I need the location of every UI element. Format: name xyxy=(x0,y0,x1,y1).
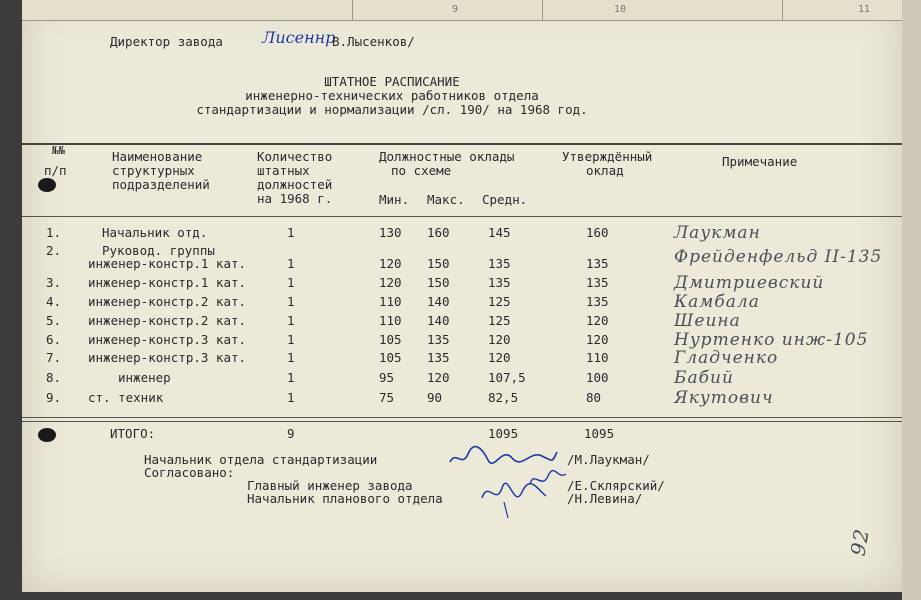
row-min-salary: 130 xyxy=(379,225,402,240)
row-number: 6. xyxy=(46,332,62,347)
row-approved-salary: 135 xyxy=(586,294,609,309)
row-min-salary: 120 xyxy=(379,275,402,290)
signature-line-2-name: /Е.Склярский/ xyxy=(567,478,665,493)
row-note-handwritten: Нуртенко инж-105 xyxy=(674,330,869,350)
signature-line-1-label: Начальник отдела стандартизации xyxy=(144,452,378,467)
row-max-salary: 140 xyxy=(427,313,450,328)
row-number: 1. xyxy=(46,225,62,240)
total-label: ИТОГО: xyxy=(110,426,156,441)
ink-signatures xyxy=(442,440,572,520)
row-number: 9. xyxy=(46,390,62,405)
row-avg-salary: 125 xyxy=(488,313,511,328)
row-avg-salary: 82,5 xyxy=(488,390,519,405)
row-max-salary: 90 xyxy=(427,390,443,405)
row-position-name: ст. техник xyxy=(88,390,164,405)
row-note-handwritten: Лаукман xyxy=(674,223,761,243)
table-top-rule xyxy=(22,143,902,145)
row-number: 5. xyxy=(46,313,62,328)
row-position-name: инженер-констр.2 кат. xyxy=(88,294,247,309)
row-note-handwritten: Якутович xyxy=(674,388,774,408)
row-avg-salary: 125 xyxy=(488,294,511,309)
row-approved-salary: 135 xyxy=(586,275,609,290)
row-min-salary: 105 xyxy=(379,332,402,347)
row-avg-salary: 135 xyxy=(488,256,511,271)
row-position-name: Руковод. группы xyxy=(102,243,215,258)
document-subtitle-2: стандартизации и нормализации /сл. 190/ на 1968 год. xyxy=(196,102,588,117)
director-name: В.Лысенков/ xyxy=(332,34,415,49)
row-count: 1 xyxy=(287,313,295,328)
row-position-name: Начальник отд. xyxy=(102,225,208,240)
header-max: Макс. xyxy=(427,192,465,207)
column-number: 11 xyxy=(858,4,871,15)
row-min-salary: 95 xyxy=(379,370,395,385)
row-max-salary: 150 xyxy=(427,256,450,271)
table-total-rule xyxy=(22,417,902,418)
header-name: Наименование структурных подразделений xyxy=(112,149,210,192)
row-approved-salary: 120 xyxy=(586,332,609,347)
header-note: Примечание xyxy=(722,154,798,169)
row-position-name: инженер-констр.3 кат. xyxy=(88,332,247,347)
header-avg: Средн. xyxy=(482,192,528,207)
row-count: 1 xyxy=(287,370,295,385)
agreed-label: Согласовано: xyxy=(144,465,235,480)
row-approved-salary: 110 xyxy=(586,350,609,365)
row-avg-salary: 120 xyxy=(488,350,511,365)
row-note-handwritten: Камбала xyxy=(674,292,760,312)
row-approved-salary: 135 xyxy=(586,256,609,271)
signature-line-2-label: Главный инженер завода xyxy=(247,478,413,493)
header-min: Мин. xyxy=(379,192,410,207)
row-avg-salary: 145 xyxy=(488,225,511,240)
page-number: 92 xyxy=(845,526,874,558)
row-avg-salary: 135 xyxy=(488,275,511,290)
row-avg-salary: 107,5 xyxy=(488,370,526,385)
row-count: 1 xyxy=(287,225,295,240)
row-max-salary: 135 xyxy=(427,332,450,347)
row-position-name: инженер-констр.1 кат. xyxy=(88,275,247,290)
header-salary: Должностные оклады по схеме xyxy=(379,149,515,178)
document-subtitle: инженерно-технических работников отдела xyxy=(245,88,539,103)
row-count: 1 xyxy=(287,390,295,405)
row-note-handwritten: Дмитриевский xyxy=(674,273,825,293)
document-page xyxy=(22,0,902,592)
row-note-handwritten: Фрейденфельд II-135 xyxy=(674,247,883,267)
header-num-top: №№ xyxy=(52,144,66,157)
table-header-rule xyxy=(22,216,902,217)
row-count: 1 xyxy=(287,294,295,309)
row-number: 3. xyxy=(46,275,62,290)
row-max-salary: 160 xyxy=(427,225,450,240)
row-position-name: инженер-констр.3 кат. xyxy=(88,350,247,365)
document-title: ШТАТНОЕ РАСПИСАНИЕ xyxy=(324,74,460,89)
row-note-handwritten: Бабий xyxy=(674,368,734,388)
director-label: Директор завода xyxy=(110,34,223,49)
director-signature: Лисеннр xyxy=(262,28,336,47)
header-num: п/п xyxy=(44,163,67,178)
row-min-salary: 75 xyxy=(379,390,395,405)
row-count: 1 xyxy=(287,256,295,271)
total-count: 9 xyxy=(287,426,295,441)
row-number: 4. xyxy=(46,294,62,309)
row-position-name: инженер xyxy=(118,370,171,385)
row-max-salary: 140 xyxy=(427,294,450,309)
row-approved-salary: 160 xyxy=(586,225,609,240)
punch-hole xyxy=(38,428,56,442)
row-min-salary: 110 xyxy=(379,313,402,328)
row-count: 1 xyxy=(287,350,295,365)
row-max-salary: 120 xyxy=(427,370,450,385)
row-number: 7. xyxy=(46,350,62,365)
row-count: 1 xyxy=(287,332,295,347)
row-max-salary: 150 xyxy=(427,275,450,290)
row-min-salary: 110 xyxy=(379,294,402,309)
header-approved: Утверждённый оклад xyxy=(562,149,653,178)
total-approved: 1095 xyxy=(584,426,615,441)
row-min-salary: 105 xyxy=(379,350,402,365)
row-position-name: инженер-констр.2 кат. xyxy=(88,313,247,328)
header-count: Количество штатных должностей на 1968 г. xyxy=(257,149,333,206)
punch-hole xyxy=(38,178,56,192)
signature-line-3-label: Начальник планового отдела xyxy=(247,491,443,506)
row-approved-salary: 80 xyxy=(586,390,602,405)
previous-page-edge xyxy=(22,0,902,21)
row-note-handwritten: Гладченко xyxy=(674,348,779,368)
row-max-salary: 135 xyxy=(427,350,450,365)
row-position-name-2: инженер-констр.1 кат. xyxy=(88,256,247,271)
row-approved-salary: 120 xyxy=(586,313,609,328)
signature-line-3-name: /Н.Левина/ xyxy=(567,491,643,506)
row-min-salary: 120 xyxy=(379,256,402,271)
row-avg-salary: 120 xyxy=(488,332,511,347)
total-avg: 1095 xyxy=(488,426,519,441)
signature-line-1-name: /М.Лаукман/ xyxy=(567,452,650,467)
table-total-rule-2 xyxy=(22,421,902,422)
row-approved-salary: 100 xyxy=(586,370,609,385)
row-note-handwritten: Шеина xyxy=(674,311,741,331)
column-number: 9 xyxy=(452,4,459,15)
column-number: 10 xyxy=(614,4,627,15)
row-number: 8. xyxy=(46,370,62,385)
page-edge-strip xyxy=(902,0,921,600)
row-count: 1 xyxy=(287,275,295,290)
row-number: 2. xyxy=(46,243,62,258)
